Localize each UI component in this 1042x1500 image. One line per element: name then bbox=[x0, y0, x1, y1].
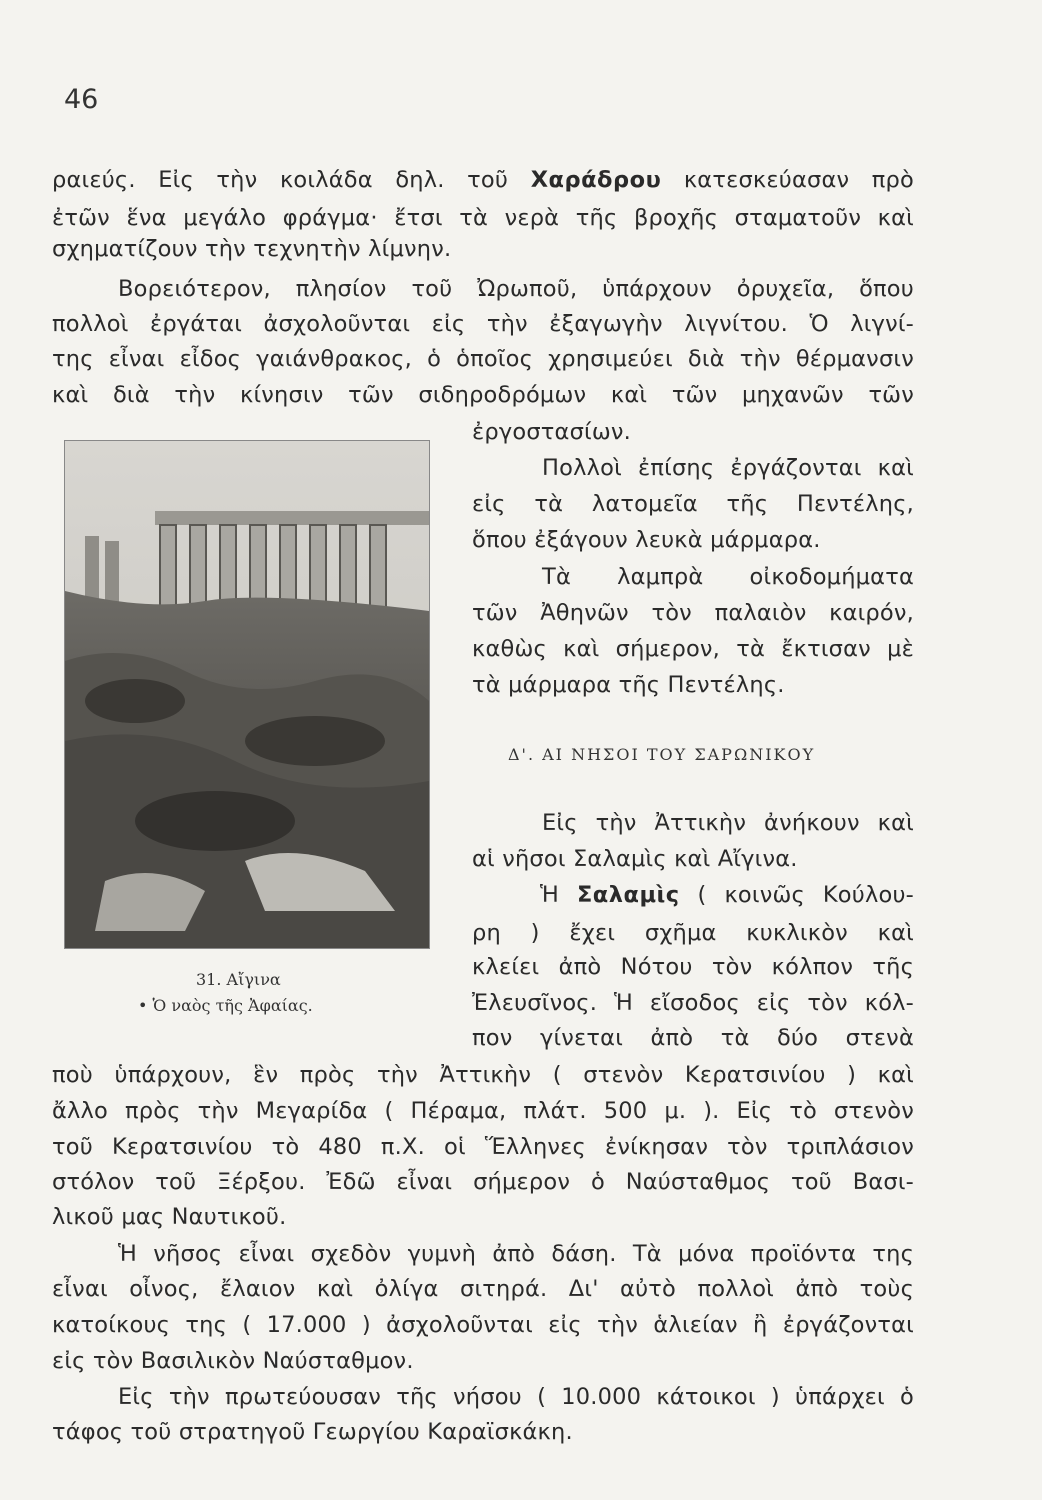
paragraph-line: ρη ) ἔχει σχῆμα κυκλικὸν καὶ bbox=[472, 920, 914, 946]
paragraph-line: εἰς τὸν Βασιλικὸν Ναύσταθμον. bbox=[52, 1348, 414, 1374]
figure-caption-number: 31. Αἴγινα bbox=[196, 970, 281, 989]
paragraph-line: Εἰς τὴν πρωτεύουσαν τῆς νήσου ( 10.000 κάτοικοι ) ὑπάρχει ὁ bbox=[118, 1384, 914, 1410]
paragraph-line: κλείει ἀπὸ Νότου τὸν κόλπον τῆς bbox=[472, 954, 914, 980]
paragraph-line: καὶ διὰ τὴν κίνησιν τῶν σιδηροδρόμων καὶ τῶν μηχανῶν τῶν bbox=[52, 382, 914, 408]
paragraph-line: τὰ μάρμαρα τῆς Πεντέλης. bbox=[472, 672, 785, 698]
figure-caption-text: • Ὁ ναὸς τῆς Ἀφαίας. bbox=[138, 996, 313, 1015]
paragraph-line: Εἰς τὴν Ἀττικὴν ἀνήκουν καὶ bbox=[542, 810, 914, 836]
paragraph-line: τοῦ Κερατσινίου τὸ 480 π.Χ. οἱ Ἕλληνες ἐνίκησαν τὸν τριπλάσιον bbox=[52, 1134, 914, 1160]
page-number: 46 bbox=[64, 84, 99, 115]
paragraph-line: εἰς τὰ λατομεῖα τῆς Πεντέλης, bbox=[472, 491, 914, 517]
paragraph-line: ραιεύς. Εἰς τὴν κοιλάδα δηλ. τοῦ Χαράδρου κατεσκεύασαν πρὸ bbox=[52, 167, 914, 193]
paragraph-line: ὅπου ἐξάγουν λευκὰ μάρμαρα. bbox=[472, 527, 821, 553]
paragraph-line: πολλοὶ ἐργάται ἀσχολοῦνται εἰς τὴν ἐξαγωγὴν λιγνίτου. Ὁ λιγνί- bbox=[52, 311, 914, 337]
paragraph-line: στόλον τοῦ Ξέρξου. Ἐδῶ εἶναι σήμερον ὁ Ναύσταθμος τοῦ Βασι- bbox=[52, 1169, 914, 1195]
paragraph-line: Ἡ Σαλαμὶς ( κοινῶς Κούλου- bbox=[540, 882, 914, 908]
paragraph-line: σχηματίζουν τὴν τεχνητὴν λίμνην. bbox=[52, 236, 452, 262]
section-heading: Δ'. ΑΙ ΝΗΣΟΙ ΤΟΥ ΣΑΡΩΝΙΚΟΥ bbox=[508, 745, 816, 764]
paragraph-line: πον γίνεται ἀπὸ τὰ δύο στενὰ bbox=[472, 1025, 914, 1051]
paragraph-line: ἐτῶν ἕνα μεγάλο φράγμα· ἔτσι τὰ νερὰ τῆς βροχῆς σταματοῦν καὶ bbox=[52, 205, 914, 231]
paragraph-line: τάφος τοῦ στρατηγοῦ Γεωργίου Καραϊσκάκη. bbox=[52, 1419, 573, 1445]
paragraph-line: Πολλοὶ ἐπίσης ἐργάζονται καὶ bbox=[542, 455, 914, 481]
paragraph-line: ἐργοστασίων. bbox=[472, 419, 631, 445]
paragraph-line: εἶναι οἶνος, ἔλαιον καὶ ὀλίγα σιτηρά. Δι' αὐτὸ πολλοὶ ἀπὸ τοὺς bbox=[52, 1276, 914, 1302]
paragraph-line: ποὺ ὑπάρχουν, ἓν πρὸς τὴν Ἀττικὴν ( στενὸν Κερατσινίου ) καὶ bbox=[52, 1062, 914, 1088]
paragraph-line: κατοίκους της ( 17.000 ) ἀσχολοῦνται εἰς τὴν ἁλιείαν ἢ ἐργάζονται bbox=[52, 1312, 914, 1338]
paragraph-line: καθὼς καὶ σήμερον, τὰ ἔκτισαν μὲ bbox=[472, 636, 914, 662]
paragraph-line: ἄλλο πρὸς τὴν Μεγαρίδα ( Πέραμα, πλάτ. 500 μ. ). Εἰς τὸ στενὸν bbox=[52, 1098, 914, 1124]
paragraph-line: Βορειότερον, πλησίον τοῦ Ὠρωποῦ, ὑπάρχουν ὀρυχεῖα, ὅπου bbox=[118, 276, 914, 302]
paragraph-line: Ἐλευσῖνος. Ἡ εἴσοδος εἰς τὸν κόλ- bbox=[472, 990, 914, 1016]
paragraph-line: της εἶναι εἶδος γαιάνθρακος, ὁ ὁποῖος χρησιμεύει διὰ τὴν θέρμανσιν bbox=[52, 346, 914, 372]
paragraph-line: αἱ νῆσοι Σαλαμὶς καὶ Αἴγινα. bbox=[472, 846, 798, 872]
paragraph-line: Τὰ λαμπρὰ οἰκοδομήματα bbox=[542, 564, 914, 590]
paragraph-line: Ἡ νῆσος εἶναι σχεδὸν γυμνὴ ἀπὸ δάση. Τὰ μόνα προϊόντα της bbox=[118, 1241, 914, 1267]
paragraph-line: λικοῦ μας Ναυτικοῦ. bbox=[52, 1204, 287, 1230]
temple-photo bbox=[64, 440, 430, 949]
paragraph-line: τῶν Ἀθηνῶν τὸν παλαιὸν καιρόν, bbox=[472, 600, 914, 626]
